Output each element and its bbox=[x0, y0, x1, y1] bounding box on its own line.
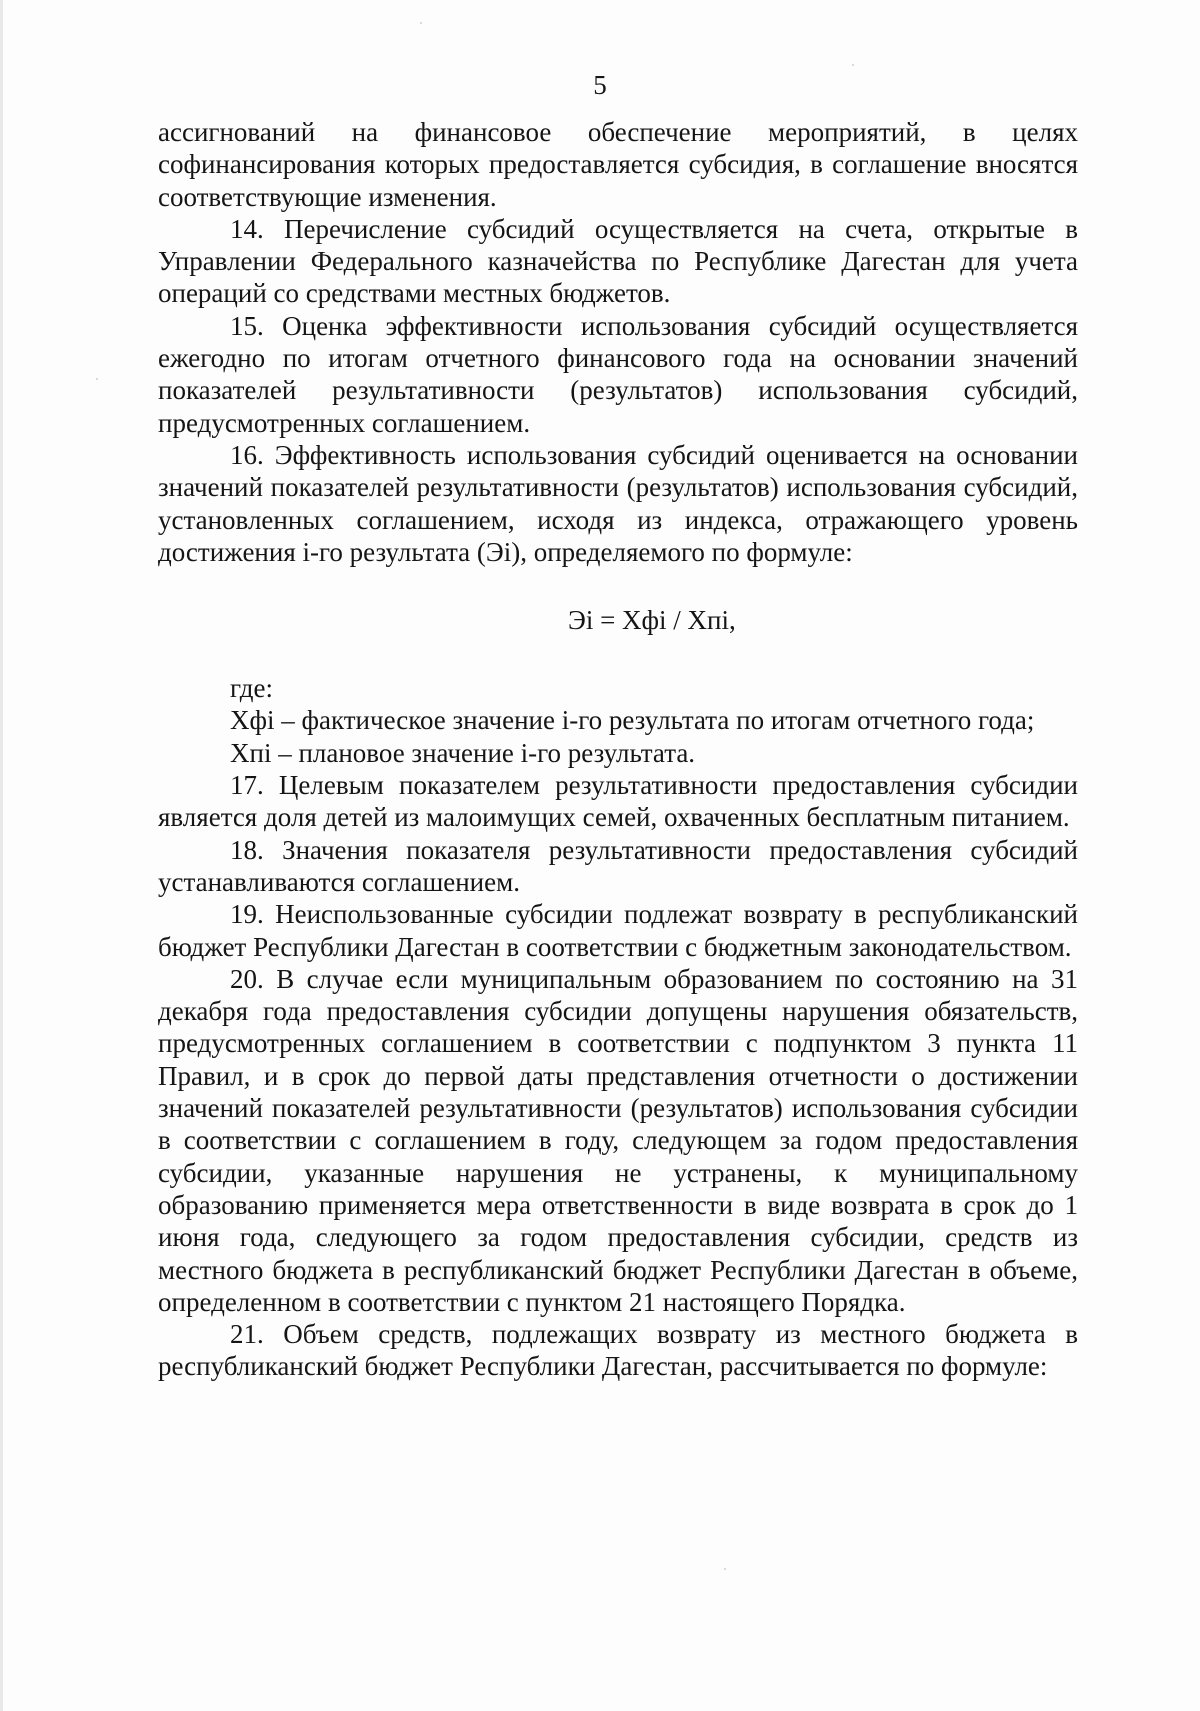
scan-speck bbox=[852, 64, 854, 66]
paragraph-16: 16. Эффективность использования субсидий оценивается на основании значений показателей результативности (результатов) использования субсидий, установленных соглашением, исходя из индекса, отражающего уровень достижения i-го результата (Эi), определяемого по формуле: bbox=[158, 439, 1078, 567]
scan-edge bbox=[0, 0, 3, 1711]
where-label: где: bbox=[230, 673, 273, 704]
paragraph-17: 17. Целевым показателем результативности предоставления субсидии является доля детей из малоимущих семей, охваченных бесплатным питанием. bbox=[158, 770, 1078, 833]
paragraph-21: 21. Объем средств, подлежащих возврату из местного бюджета в республиканский бюджет Республики Дагестан, рассчитывается по формуле: bbox=[158, 1319, 1078, 1382]
paragraph-20: 20. В случае если муниципальным образованием по состоянию на 31 декабря года предоставления субсидии допущены нарушения обязательств, предусмотренных соглашением в соответствии с подпунктом 3 пункта 11 Правил, и в срок до первой даты представления отчетности о достижении значений показателей результативности (результатов) использования субсидии в соответствии с соглашением в году, следующем за годом предоставления субсидии, указанные нарушения не устранены, к муниципальному образованию применяется мера ответственности в виде возврата в срок до 1 июня года, следующего за годом предоставления субсидии, средств из местного бюджета в республиканский бюджет Республики Дагестан в объеме, определенном в соответствии с пунктом 21 настоящего Порядка. bbox=[158, 963, 1078, 1317]
scan-speck bbox=[420, 22, 422, 24]
definition-planned-value: Хпi – плановое значение i-го результата. bbox=[230, 737, 696, 768]
document-body bbox=[158, 116, 1078, 1383]
paragraph-18: 18. Значения показателя результативности предоставления субсидий устанавливаются соглашением. bbox=[158, 834, 1078, 897]
definition-actual-value: Хфi – фактическое значение i-го результата по итогам отчетного года; bbox=[230, 705, 1035, 736]
formula-efficiency-index: Эi = Хфi / Хпi, bbox=[568, 605, 736, 636]
scan-speck bbox=[96, 378, 98, 380]
paragraph-continuation: ассигнований на финансовое обеспечение мероприятий, в целях софинансирования которых предоставляется субсидия, в соглашение вносятся соответствующие изменения. bbox=[158, 117, 1078, 212]
scan-speck bbox=[724, 1568, 726, 1570]
paragraph-14: 14. Перечисление субсидий осуществляется на счета, открытые в Управлении Федерального казначейства по Республике Дагестан для учета операций со средствами местных бюджетов. bbox=[158, 213, 1078, 309]
paragraph-15: 15. Оценка эффективности использования субсидий осуществляется ежегодно по итогам отчетного финансового года на основании значений показателей результативности (результатов) использования субсидий, предусмотренных соглашением. bbox=[158, 310, 1078, 438]
page-number: 5 bbox=[593, 70, 607, 100]
paragraph-19: 19. Неиспользованные субсидии подлежат возврату в республиканский бюджет Республики Дагестан в соответствии с бюджетным законодательством. bbox=[158, 899, 1078, 962]
